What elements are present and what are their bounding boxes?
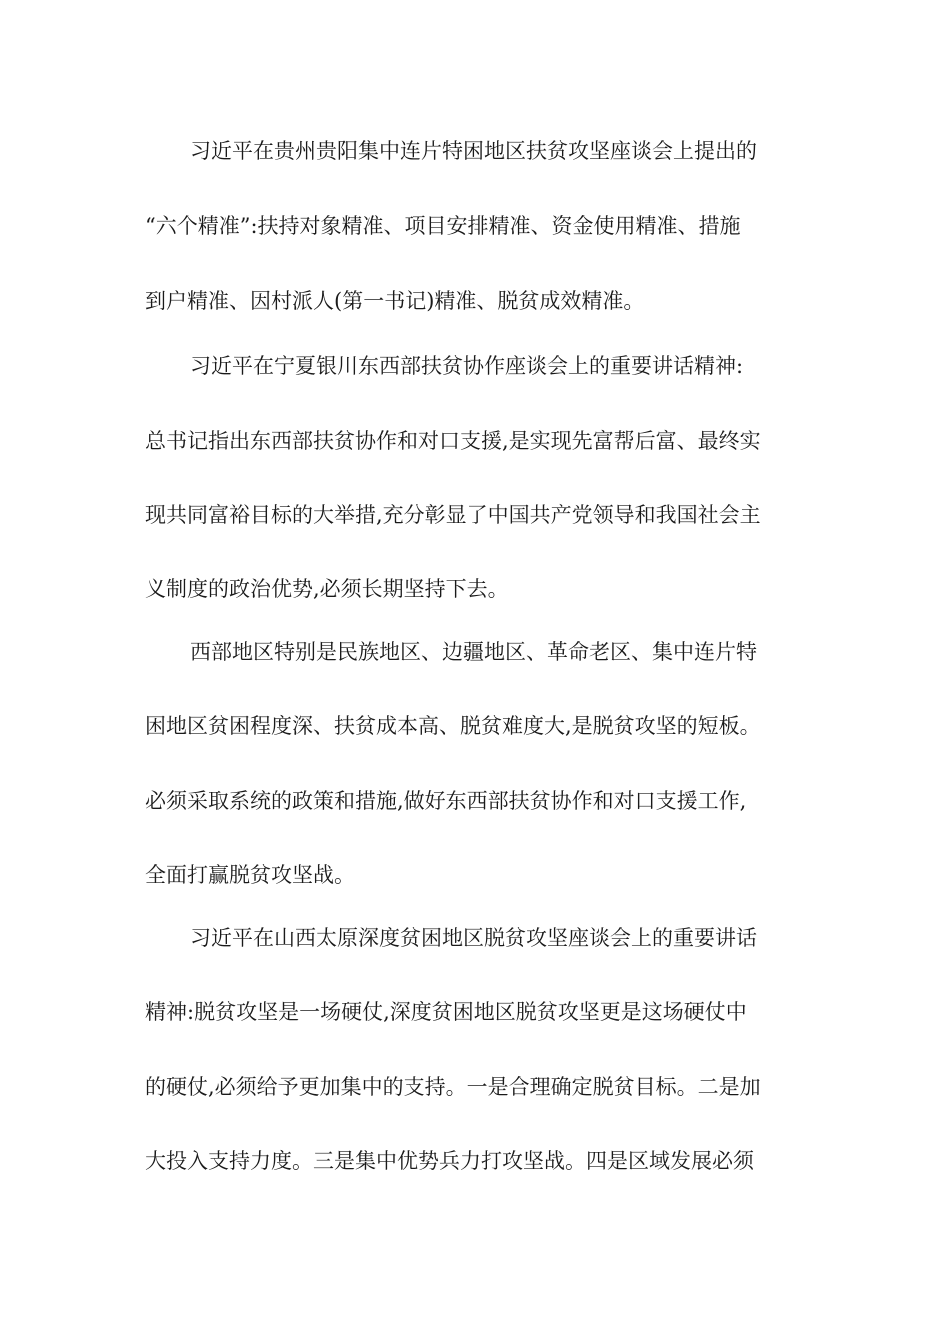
paragraph-1-line-2: “六个精准”:扶持对象精准、项目安排精准、资金使用精准、措施 [145, 214, 741, 238]
paragraph-3-line-1: 西部地区特别是民族地区、边疆地区、革命老区、集中连片特 [190, 640, 757, 664]
paragraph-1-line-3: 到户精准、因村派人(第一书记)精准、脱贫成效精准。 [145, 289, 645, 313]
paragraph-3-line-4: 全面打赢脱贫攻坚战。 [145, 863, 355, 887]
paragraph-4-line-1: 习近平在山西太原深度贫困地区脱贫攻坚座谈会上的重要讲话 [190, 926, 757, 950]
paragraph-2-line-2: 总书记指出东西部扶贫协作和对口支援,是实现先富帮后富、最终实 [145, 429, 761, 453]
paragraph-3-line-3: 必须采取系统的政策和措施,做好东西部扶贫协作和对口支援工作, [145, 789, 747, 813]
paragraph-2-line-1: 习近平在宁夏银川东西部扶贫协作座谈会上的重要讲话精神: [190, 354, 744, 378]
paragraph-3-line-2: 困地区贫困程度深、扶贫成本高、脱贫难度大,是脱贫攻坚的短板。 [145, 714, 761, 738]
paragraph-4-line-4: 大投入支持力度。三是集中优势兵力打攻坚战。四是区域发展必须 [145, 1149, 754, 1173]
paragraph-4-line-2: 精神:脱贫攻坚是一场硬仗,深度贫困地区脱贫攻坚更是这场硬仗中 [145, 1000, 747, 1024]
paragraph-1-line-1: 习近平在贵州贵阳集中连片特困地区扶贫攻坚座谈会上提出的 [190, 139, 757, 163]
paragraph-4-line-3: 的硬仗,必须给予更加集中的支持。一是合理确定脱贫目标。二是加 [145, 1075, 761, 1099]
paragraph-2-line-3: 现共同富裕目标的大举措,充分彰显了中国共产党领导和我国社会主 [145, 503, 761, 527]
paragraph-2-line-4: 义制度的政治优势,必须长期坚持下去。 [145, 577, 509, 601]
